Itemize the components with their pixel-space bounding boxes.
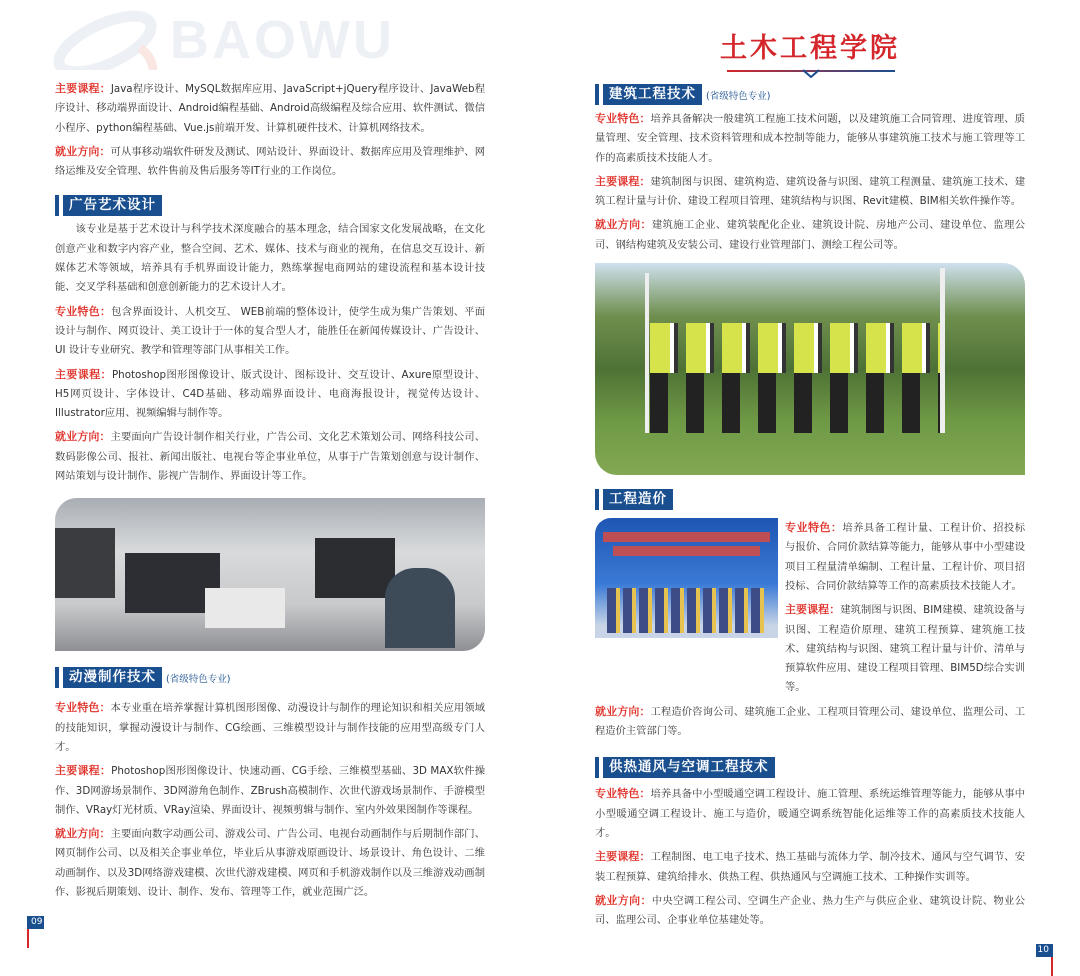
ad-careers: 就业方向：主要面向广告设计制作相关行业，广告公司、文化艺术策划公司、网络科技公司、数码影像公司、报社、新闻出版社、电视台等企事业单位，从事于广告策划创意与设计制作、网站策划与设计制作、影视广告制作、界面设计等工作。 bbox=[55, 430, 486, 483]
ad-features: 专业特色：包含界面设计、人机交互、 WEB前端的整体设计，使学生成为集广告策划、平面设计与制作、网页设计、美工设计于一体的复合型人才，能胜任在新闻传媒设计、广告设计、 UI 设计专业研究、教学和管理等部门从事相关工作。 bbox=[55, 304, 486, 357]
college-title: 土木工程学院 bbox=[720, 33, 900, 64]
software-courses: 主要课程：Java程序设计、MySQL数据库应用、JavaScript+jQuery程序设计、JavaWeb程序设计、移动端界面设计、Android编程基础、Android高级编程及综合应用、软件测试、微信小程序、python编程基础、Vue.js前端开发、计算机硬件技术、计算机网络技术。 bbox=[55, 82, 486, 134]
baowu-logo-watermark bbox=[45, 4, 495, 70]
arch-courses: 主要课程：建筑制图与识图、建筑构造、建筑设备与识图、建筑工程测量、建筑施工技术、建筑工程计量与计价、建设工程项目管理、建筑结构与识图、Revit建模、BIM相关软件操作等。 bbox=[595, 174, 1026, 208]
section-header-hvac: 供热通风与空调工程技术 bbox=[595, 757, 1025, 778]
hvac-courses: 主要课程：工程制图、电工电子技术、热工基础与流体力学、制冷技术、通风与空气调节、安装工程预算、建筑给排水、供热工程、供热通风与空调施工技术、工种操作实训等。 bbox=[595, 850, 1026, 883]
page-marker-line-right bbox=[1051, 944, 1053, 976]
cost-courses: 主要课程：建筑制图与识图、BIM建模、建筑设备与识图、工程造价原理、建筑工程预算、建筑施工技术、建筑结构与识图、建筑工程计量与计价、清单与预算软件应用、建设工程项目管理、BIM5D综合实训等。 bbox=[785, 603, 1026, 694]
anim-courses: 主要课程：Photoshop图形图像设计、快速动画、CG手绘、三维模型基础、3D MAX软件操作、3D网游场景制作、3D网游角色制作、ZBrush高模制作、次世代游戏场景制作、手游模型制作、VRay灯光材质、VRay渲染、界面设计、视频剪辑与制作、室内外效果图制作等课程。 bbox=[55, 764, 485, 816]
left-page bbox=[31, 79, 486, 948]
software-careers: 就业方向：可从事移动端软件研发及测试、网站设计、界面设计、数据库应用及管理维护、网络运维及安全管理、软件售前及售后服务等IT行业的工作岗位。 bbox=[55, 144, 486, 178]
ad-courses: 主要课程：Photoshop图形图像设计、版式设计、图标设计、交互设计、Axure原型设计、H5网页设计、字体设计、C4D基础、移动端界面设计、电商海报设计，视觉传达设计、Illustrator应用、视频编辑与制作等。 bbox=[55, 367, 485, 420]
cost-careers: 就业方向：工程造价咨询公司、建筑施工企业、工程项目管理公司、建设单位、监理公司、工程造价主管部门等。 bbox=[595, 704, 1026, 738]
logo-wordmark: BAOWU bbox=[170, 10, 395, 70]
section-header-ad-design: 广告艺术设计 bbox=[55, 195, 485, 216]
anim-careers: 就业方向：主要面向数字动画公司、游戏公司、广告公司、电视台动画制作与后期制作部门、网页制作公司、以及相关企事业单位，毕业后从事游戏原画设计、场景设计、角色设计、二维动画制作、以及3D网络游戏建模、次世代游戏建模、网页和手机游戏制作以及三维游戏动画制作、影视后期策划、设计、制作、发布、管理等工作，就业范围广泛。 bbox=[55, 827, 486, 899]
section-header-animation: 动漫制作技术 (省级特色专业) bbox=[55, 667, 485, 688]
chevron-down-icon bbox=[803, 69, 819, 78]
section-header-architecture: 建筑工程技术 (省级特色专业) bbox=[595, 84, 1025, 105]
ad-intro: 该专业是基于艺术设计与科学技术深度融合的基本理念，结合国家文化发展战略，在文化创意产业和数字内容产业，整合空间、艺术、媒体、技术与商业的视角，在信息交互设计、新媒体艺术等领域，培养具有手机界面设计能力，熟练掌握电商网站的建设流程和基本设计技能、交叉学科基础和创意创新能力的艺术设计人才。 bbox=[55, 223, 485, 294]
cost-row bbox=[595, 518, 1025, 702]
arch-careers: 就业方向：建筑施工企业、建筑装配化企业、建筑设计院、房地产公司、建设单位、监理公司、钢结构建筑及安装公司、建设行业管理部门、测绘工程公司等。 bbox=[595, 218, 1026, 251]
arch-features: 专业特色：培养具备解决一般建筑工程施工技术问题，以及建筑施工合同管理、进度管理、质量管理、安全管理、技术资料管理和成本控制等能力，能够从事建筑施工技术与施工管理等工作的高素质技术技能人才。 bbox=[595, 112, 1026, 164]
surveying-students-photo bbox=[595, 263, 1025, 475]
cost-text bbox=[785, 518, 1025, 702]
section-header-cost: 工程造价 bbox=[595, 489, 1025, 510]
page-footer-right bbox=[595, 944, 1053, 976]
right-page bbox=[595, 30, 1049, 976]
page-footer-left bbox=[27, 916, 485, 948]
cost-features: 专业特色：培养具备工程计量、工程计价、招投标与报价、合同价款结算等能力，能够从事中小型建设项目工程量清单编制、工程计量、工程计价、项目招投标、合同价款结算等工作的高素质技术技能人才。 bbox=[785, 521, 1026, 592]
anim-features: 专业特色：本专业重在培养掌握计算机图形图像、动漫设计与制作的理论知识和相关应用领域的技能知识，掌握动漫设计与制作、CG绘画、三维模型设计与制作技能的应用型高级专门人才。 bbox=[55, 701, 486, 753]
competition-award-photo bbox=[595, 518, 778, 638]
hvac-careers: 就业方向：中央空调工程公司、空调生产企业、热力生产与供应企业、建筑设计院、物业公司、监理公司、企事业单位基建处等。 bbox=[595, 893, 1026, 927]
hvac-features: 专业特色：培养具备中小型暖通空调工程设计、施工管理、系统运维管理等能力，能够从事中小型暖通空调工程设计、施工与造价，暖通空调系统智能化运维等工作的高素质技术技能人才。 bbox=[595, 787, 1026, 839]
college-title-block bbox=[595, 30, 1025, 80]
computer-lab-photo bbox=[55, 498, 485, 651]
page-number-right: 10 bbox=[1037, 945, 1049, 956]
page-number-left: 09 bbox=[31, 917, 43, 928]
